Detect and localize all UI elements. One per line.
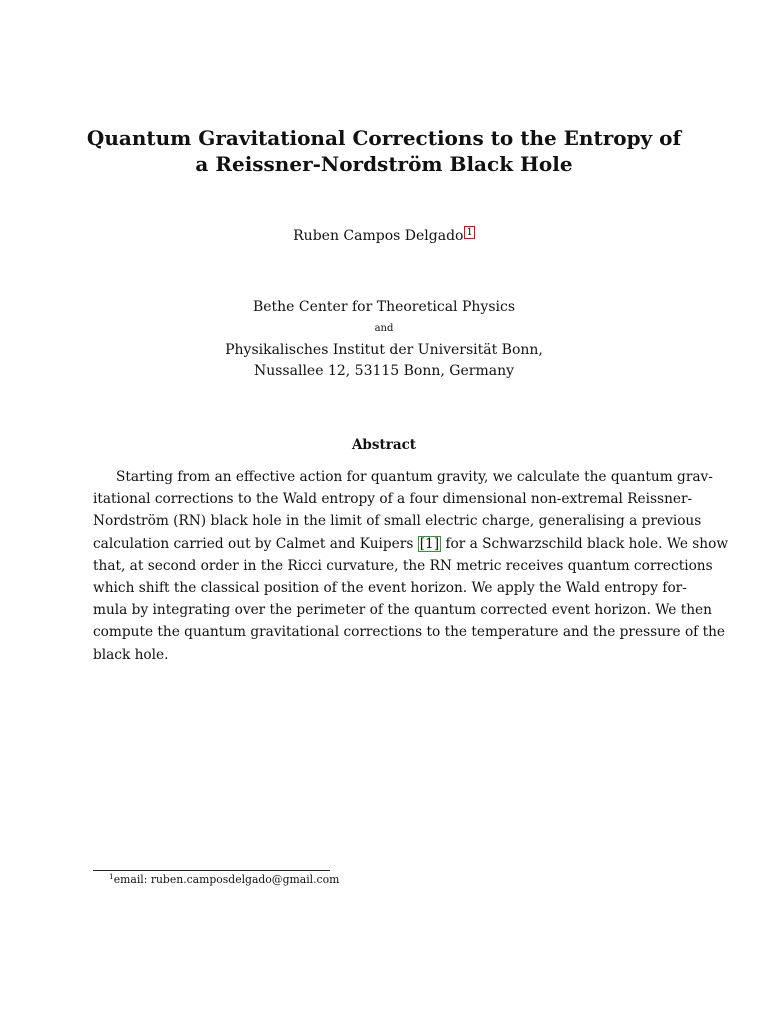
author-footnote-link[interactable]: 1 [466,227,473,238]
affiliation-line-2: Physikalisches Institut der Universität Bonn, [225,342,543,358]
abstract-line-4-start: calculation carried out by Calmet and Kuipers [93,535,418,552]
abstract-line: Nordström (RN) black hole in the limit of small electric charge, generalising a previous [93,513,702,530]
abstract-body [93,466,729,666]
abstract-line: compute the quantum gravitational corrections to the temperature and the pressure of the [93,624,726,641]
abstract-line: itational corrections to the Wald entropy of a four dimensional non-extremal Reissner- [93,491,693,508]
author-line [70,226,698,246]
title-line-1: Quantum Gravitational Corrections to the Entropy of [86,126,682,150]
abstract-line: black hole. [93,646,169,663]
affiliation-conjunction: and [374,323,394,334]
author-name: Ruben Campos Delgado [293,228,464,244]
footnote-rule [93,870,330,871]
abstract-line-with-citation [93,533,729,555]
footnote [109,873,609,887]
paper-title [70,125,698,177]
citation-link[interactable]: [1] [419,535,440,552]
footnote-text: email: ruben.camposdelgado@gmail.com [113,873,340,886]
affiliation [70,297,698,382]
abstract-line: which shift the classical position of the event horizon. We apply the Wald entropy for- [93,580,687,597]
abstract-line: Starting from an effective action for quantum gravity, we calculate the quantum grav- [116,469,713,485]
abstract-line-4-end: for a Schwarzschild black hole. We show [441,535,729,552]
title-line-2: a Reissner-Nordström Black Hole [195,152,573,176]
footnote-mark: 1 [109,872,114,881]
affiliation-line-1: Bethe Center for Theoretical Physics [252,299,516,315]
abstract-heading: Abstract [351,437,417,453]
abstract-line: mula by integrating over the perimeter of the quantum corrected event horizon. We then [93,602,712,619]
affiliation-line-3: Nussallee 12, 53115 Bonn, Germany [253,363,515,379]
abstract-line: that, at second order in the Ricci curvature, the RN metric receives quantum corrections [93,557,713,574]
